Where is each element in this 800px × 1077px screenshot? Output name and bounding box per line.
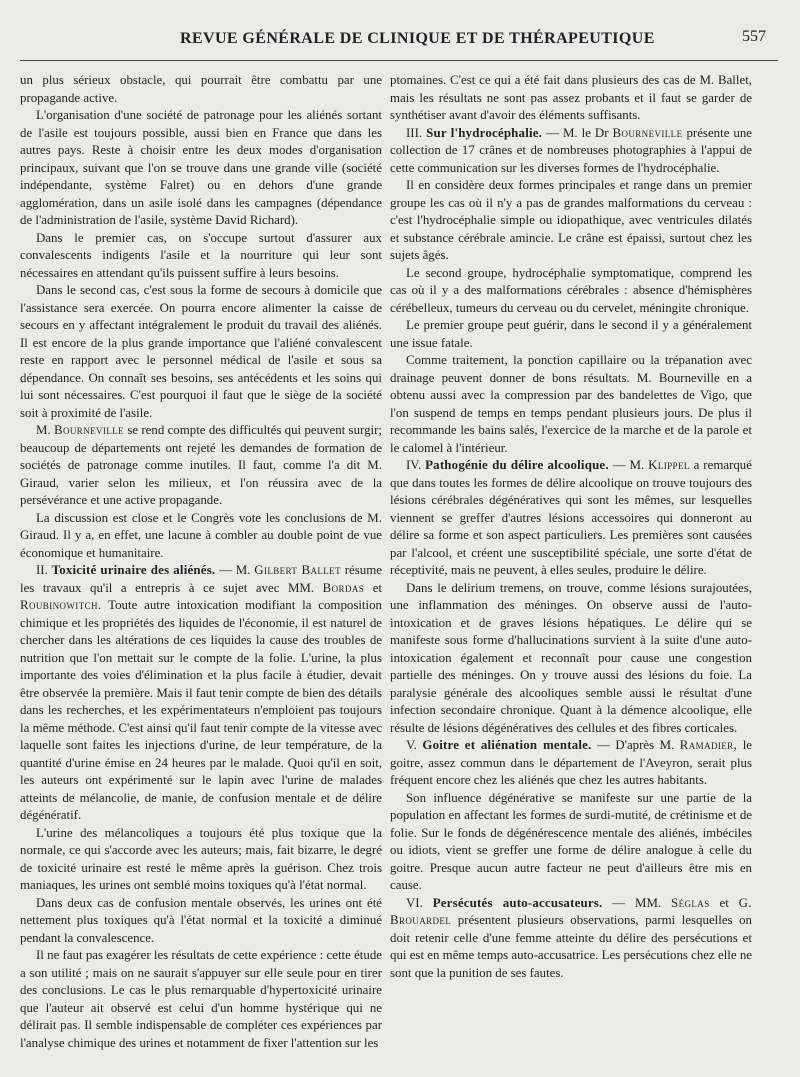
paragraph: un plus sérieux obstacle, qui pourrait être combattu par une propagande active. [20, 73, 382, 105]
text: présentent plusieurs observations, parmi lesquelles on doit retenir celle d'une femme atteinte du délire des persécutions et qui est en même temps auto-accusatrice. Les persécutions chez elle ne sont que la punition de ses fautes. [390, 913, 752, 980]
author-name: Gilbert Ballet [254, 563, 341, 577]
left-column [20, 72, 382, 1052]
section-v [390, 737, 752, 790]
section-title: Persécutés auto-accusateurs. [432, 895, 603, 910]
paragraph: Il en considère deux formes principales et range dans un premier groupe les cas où il n'y a pas de grandes malformations du cerveau : c'est l'hydrocéphalie simple ou idiopathique, avec ventricules dilatés et substance cérébrale amincie. Le crâne est épaissi, surtout chez les sujets âgés. [390, 178, 752, 262]
text: — M. [612, 458, 645, 472]
author-name: Ramadier, [679, 738, 738, 752]
section-title: Pathogénie du délire alcoolique. [425, 458, 609, 472]
text: — M. [219, 563, 251, 577]
page-header [30, 28, 770, 52]
text: et [719, 895, 729, 910]
author-name: Roubinowitch. [20, 598, 102, 612]
author-name: G. Brouardel [390, 895, 752, 927]
text: résume les travaux qu'il a entrepris à ce sujet avec MM. [20, 563, 382, 595]
author-name: Séglas [671, 895, 710, 910]
text: a remarqué que dans toutes les formes de délire alcoolique on trouve toujours des lésions cérébrales dégénératives qui sont les mêmes, sur lesquelles viennent se greffer d'autres lésions accessoires qui donneront au délire sa forme et son aspect particuliers. Les premières sont causées par l'alcool, et créent une susceptibilité spéciale, une sorte d'état de réceptivité, mais ne peuvent, à elles seules, produire le délire. [390, 458, 752, 577]
author-name: Bourneville [612, 125, 683, 140]
section-title: Sur l'hydrocéphalie. [426, 125, 543, 140]
paragraph: L'organisation d'une société de patronage pour les aliénés sortant de l'asile est toujours possible, aussi bien en France que dans les autres pays. Reste à choisir entre les deux modes d'organisation principaux, suivant que l'on se trouve dans une grande ville (société indépendante, système Falret) ou en dehors d'une grande agglomération, dans un asile isolé dans les campagnes (dépendance de l'administration de l'asile, système David Richard). [20, 108, 382, 227]
text: M. [36, 423, 51, 437]
section-iv [390, 457, 752, 580]
page-number: 557 [742, 28, 766, 45]
paragraph: Dans le premier cas, on s'occupe surtout d'assurer aux convalescents indigents l'asile et la nourriture qui leur sont nécessaires en attendant qu'ils puissent suffire à leurs besoins. [20, 230, 382, 280]
text: le goitre, assez commun dans le département de l'Aveyron, serait plus fréquent encore chez les aliénés que chez les autres habitants. [390, 738, 752, 787]
paragraph: Le second groupe, hydrocéphalie symptomatique, comprend les cas où il y a des malformations cérébrales : absence d'hémisphères cérébelleux, tumeurs du cerveau ou du cervelet, méningite chronique. [390, 265, 752, 315]
author-name: Bourneville [54, 423, 124, 437]
paragraph: Dans le delirium tremens, on trouve, comme lésions surajoutées, une inflammation des méninges. On observe aussi de l'auto-intoxication et de graves lésions hépatiques. Le délire qui se manifeste sous forme d'hallucinations survient à la suite d'une auto-intoxication également et reconnaît pour cause une congestion partielle des méninges. On y trouve aussi des lésions du foie. La paralysie générale des alcooliques semble aussi le résultat d'une infection secondaire chronique. Quant à la démence alcoolique, elle résulte de lésions dégénératives des cellules et des fibres corticales. [390, 580, 752, 735]
author-name: Klippel [648, 458, 690, 472]
paragraph [20, 422, 382, 510]
paragraph: Comme traitement, la ponction capillaire ou la trépanation avec drainage peuvent donner de bons résultats. M. Bourneville en a obtenu aussi avec la compression par des bandelettes de Vigo, que l'on suspend de temps en temps pendant plusieurs jours. De plus il recommande les bains salés, l'exercice de la marche et de la parole et le calomel à l'intérieur. [390, 353, 752, 455]
paragraph: L'urine des mélancoliques a toujours été plus toxique que la normale, ce qui s'accorde avec les auteurs; mais, fait bizarre, le degré de toxicité urinaire est resté le même après la guérison. Chez trois maniaques, les urines ont semblé moins toxiques qu'à l'état normal. [20, 825, 382, 892]
right-column [390, 72, 752, 982]
section-number: II. [36, 563, 48, 577]
running-title: REVUE GÉNÉRALE DE CLINIQUE ET DE THÉRAPEUTIQUE [180, 30, 655, 47]
text: — M. le Dr [546, 125, 609, 140]
text: et [372, 580, 382, 595]
paragraph: Dans deux cas de confusion mentale observés, les urines ont été nettement plus toxiques qu'à l'état normal et la toxicité a diminué pendant la convalescence. [20, 895, 382, 945]
section-number: V. [406, 738, 417, 752]
section-iii [390, 125, 752, 178]
section-number: III. [406, 125, 423, 140]
text: se rend compte des difficultés qui peuvent surgir; beaucoup de départements ont rejeté les demandes de formation de sociétés de patronage comme inutiles. Il faut, comme l'a dit M. Giraud, varier selon les milieux, et l'on réussira avec de la persévérance et une active propagande. [20, 423, 382, 507]
text: Toute autre intoxication modifiant la composition chimique et les propriétés des liquides de l'économie, il est naturel de chercher dans les altérations de ces liquides la cause des troubles de nutrition que l'on mettait sur le compte de la folie. L'urine, la plus importante des voies d'élimination et la plus facile à étudier, devait être observée la première. Mais il faut tenir compte de bien des détails dans les recherches, et les expérimentateurs n'emploient pas toujours la même méthode. C'est ainsi qu'il faut tenir compte de la vitesse avec laquelle sont faites les injections d'urine, de leur température, de la quantité d'urine émise en 24 heures par le malade. Quoi qu'il en soit, les auteurs ont expérimenté sur le lapin avec l'urine de malades atteints de mélancolie, de manie, de confusion mentale et de délire dégénératif. [20, 598, 382, 822]
text: présente une collection de 17 crânes et de nombreuses photographies à l'appui de cette communication sur les diverses formes de l'hydrocéphalie. [390, 125, 752, 175]
text: — MM. [612, 895, 662, 910]
author-name: Bordas [322, 580, 365, 595]
header-rule [20, 60, 778, 61]
section-vi [390, 895, 752, 983]
paragraph: Le premier groupe peut guérir, dans le second il y a généralement une issue fatale. [390, 318, 752, 350]
paragraph: ptomaines. C'est ce qui a été fait dans plusieurs des cas de M. Ballet, mais les résultats ne sont pas assez probants et il faut se garder de synthétiser avant d'avoir des éléments suffisants. [390, 73, 752, 122]
section-number: VI. [406, 895, 423, 910]
section-ii [20, 562, 382, 825]
section-number: IV. [406, 458, 422, 472]
paragraph: La discussion est close et le Congrès vote les conclusions de M. Giraud. Il y a, en effet, une lacune à combler au double point de vue économique et humanitaire. [20, 510, 382, 560]
section-title: Goitre et aliénation mentale. [422, 738, 592, 752]
paragraph: Il ne faut pas exagérer les résultats de cette expérience : cette étude a son utilité ; mais on ne saurait s'appuyer sur elle seule pour en tirer des conclusions. Le cas le plus remarquable d'hypertoxicité urinaire que l'auteur ait observé est celui d'un homme hystérique qui ne délirait pas. Il semble indispensable de compléter ces expériences par l'analyse chimique des urines et notamment de fixer l'attention sur les [20, 948, 382, 1050]
text: — D'après M. [596, 738, 675, 752]
section-title: Toxicité urinaire des aliénés. [51, 563, 216, 577]
paragraph: Son influence dégénérative se manifeste sur une partie de la population en affectant les formes de surdi-mutité, de crétinisme et de folie. Sur le fonds de dégénérescence mentale des aliénés, imbéciles ou idiots, vient se greffer une forme de délire analogue à celle du goitre. Presque aucun autre facteur ne peut d'ailleurs être mis en cause. [390, 790, 752, 892]
paragraph: Dans le second cas, c'est sous la forme de secours à domicile que l'assistance sera exercée. On pourra encore alimenter la caisse de secours en y affectant intégralement le produit du travail des aliénés. Il est encore de la plus grande importance que l'aliéné convalescent reste en rapport avec le personnel médical de l'asile et sous sa dépendance. On connaît ses besoins, ses antécédents et les soins qui lui sont nécessaires. C'est pourquoi il faut que le siège de la société soit à proximité de l'asile. [20, 283, 382, 420]
